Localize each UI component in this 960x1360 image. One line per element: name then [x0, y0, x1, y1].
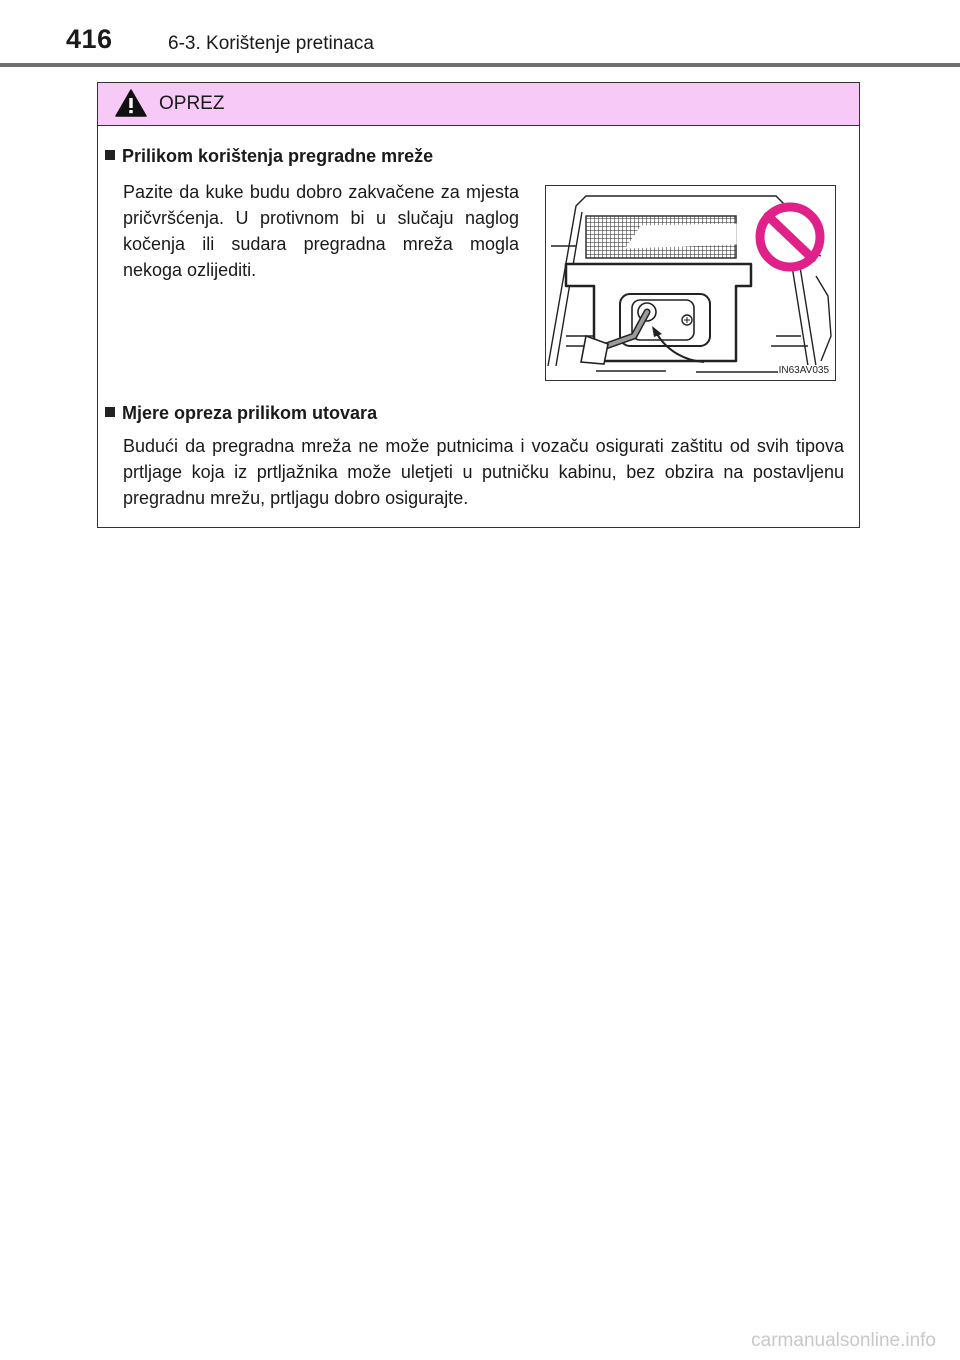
- subheading-loading-precautions: [105, 403, 377, 424]
- section-title: 6-3. Korištenje pretinaca: [168, 33, 374, 54]
- paragraph-hooks-warning: Pazite da kuke budu dobro zakvačene za mjesta pričvršćenja. U protivnom bi u slučaju naglog kočenja ili sudara pregradna mreža mogla nekoga ozlijediti.: [123, 182, 519, 280]
- page-number: 416: [66, 24, 113, 54]
- subheading-partition-net: [105, 146, 433, 167]
- square-bullet-icon: [105, 407, 115, 417]
- caution-box: [97, 82, 860, 528]
- subheading-text: Mjere opreza prilikom utovara: [122, 403, 378, 423]
- paragraph-luggage-warning: Budući da pregradna mreža ne može putnicima i vozaču osigurati zaštitu od svih tipova prtljage koja iz prtljažnika može uletjeti u putničku kabinu, bez obzira na postavljenu pregradnu mrežu, prtljagu dobro osigurajte.: [123, 436, 844, 508]
- prohibition-icon: [760, 207, 820, 267]
- trunk-hook-illustration: [546, 186, 835, 380]
- caution-header: [98, 83, 859, 126]
- watermark: carmanualsonline.info: [751, 1330, 936, 1351]
- figure-code: IN63AV035: [778, 365, 829, 376]
- caution-label: OPREZ: [159, 93, 225, 114]
- square-bullet-icon: [105, 150, 115, 160]
- subheading-text: Prilikom korištenja pregradne mreže: [122, 146, 434, 166]
- warning-triangle-icon: [115, 88, 147, 118]
- figure-illustration: [545, 185, 836, 381]
- header-rule: [0, 63, 960, 67]
